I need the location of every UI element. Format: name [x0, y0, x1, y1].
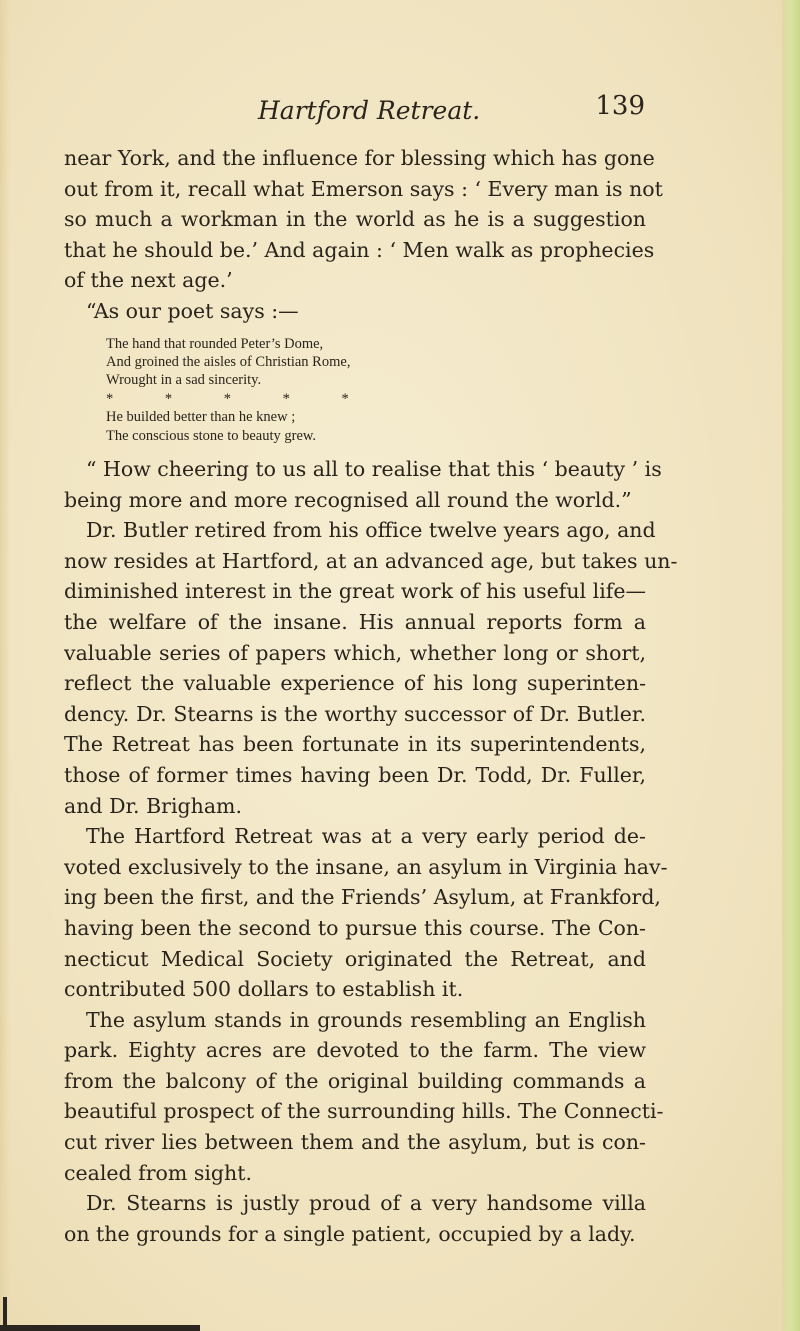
paragraphs-after-poem [64, 454, 678, 1249]
text-line: ing been the first, and the Friends’ Asylum, at Frankford, [64, 885, 661, 910]
text-line: now resides at Hartford, at an advanced age, but takes un- [64, 548, 678, 573]
text-line: Dr. Butler retired from his office twelve years ago, and [86, 518, 656, 543]
text-line: Dr. Stearns is justly proud of a very handsome villa [86, 1191, 646, 1216]
text-line: The Retreat has been fortunate in its superintendents, [64, 732, 646, 757]
scan-edge-mark [0, 1325, 200, 1331]
text-line: being more and more recognised all round the world.” [64, 487, 632, 512]
poem-line: Wrought in a sad sincerity. [106, 372, 262, 389]
text-line: necticut Medical Society originated the Retreat, and [64, 946, 646, 971]
text-line: diminished interest in the great work of his useful life— [64, 579, 646, 604]
text-line: reflect the valuable experience of his long superinten- [64, 671, 646, 696]
text-line: dency. Dr. Stearns is the worthy successor of Dr. Butler. [64, 701, 646, 726]
page-number: 139 [595, 91, 645, 121]
text-line: The asylum stands in grounds resembling an English [86, 1007, 646, 1032]
text-line: “As our poet says :— [86, 298, 299, 323]
poem-line: He builded better than he knew ; [106, 409, 296, 426]
text-line: on the grounds for a single patient, occupied by a lady. [64, 1221, 636, 1246]
text-line: near York, and the influence for blessing which has gone [64, 146, 655, 170]
text-line: park. Eighty acres are devoted to the farm. The view [64, 1038, 646, 1063]
running-title: Hartford Retreat. [258, 96, 481, 125]
text-line: so much a workman in the world as he is a suggestion [64, 207, 646, 232]
poem-line: The conscious stone to beauty grew. [106, 427, 317, 444]
text-line: beautiful prospect of the surrounding hills. The Connecti- [64, 1099, 664, 1124]
poem-ellipsis-stars: * * * * * [106, 390, 373, 407]
text-line: and Dr. Brigham. [64, 793, 243, 818]
text-line: from the balcony of the original building commands a [64, 1068, 646, 1093]
text-line: those of former times having been Dr. Todd, Dr. Fuller, [64, 762, 646, 787]
text-line: of the next age.’ [64, 268, 233, 293]
poem-line: The hand that rounded Peter’s Dome, [106, 335, 324, 352]
text-line: cealed from sight. [64, 1160, 253, 1185]
text-line: having been the second to pursue this course. The Con- [64, 915, 646, 940]
text-line: cut river lies between them and the asylum, but is con- [64, 1130, 646, 1155]
page-left-edge [0, 0, 10, 1331]
text-line: valuable series of papers which, whether long or short, [64, 640, 646, 665]
text-line: out from it, recall what Emerson says : ‘ Every man is not [64, 176, 663, 201]
page-right-edge [782, 0, 800, 1331]
text-line: “ How cheering to us all to realise that this ‘ beauty ’ is [86, 457, 662, 481]
text-line: voted exclusively to the insane, an asylum in Virginia hav- [64, 854, 668, 879]
poem-quotation [64, 335, 646, 445]
text-line: that he should be.’ And again : ‘ Men walk as prophecies [64, 237, 655, 262]
page-header [63, 76, 645, 125]
poem-line: And groined the aisles of Christian Rome, [106, 353, 351, 370]
paragraphs-before-poem [64, 143, 663, 327]
scan-edge-tick [3, 1297, 7, 1331]
text-line: the welfare of the insane. His annual reports form a [64, 609, 646, 634]
text-line: contributed 500 dollars to establish it. [64, 977, 464, 1002]
body-text [64, 143, 678, 1249]
text-line: The Hartford Retreat was at a very early period de- [86, 824, 646, 849]
